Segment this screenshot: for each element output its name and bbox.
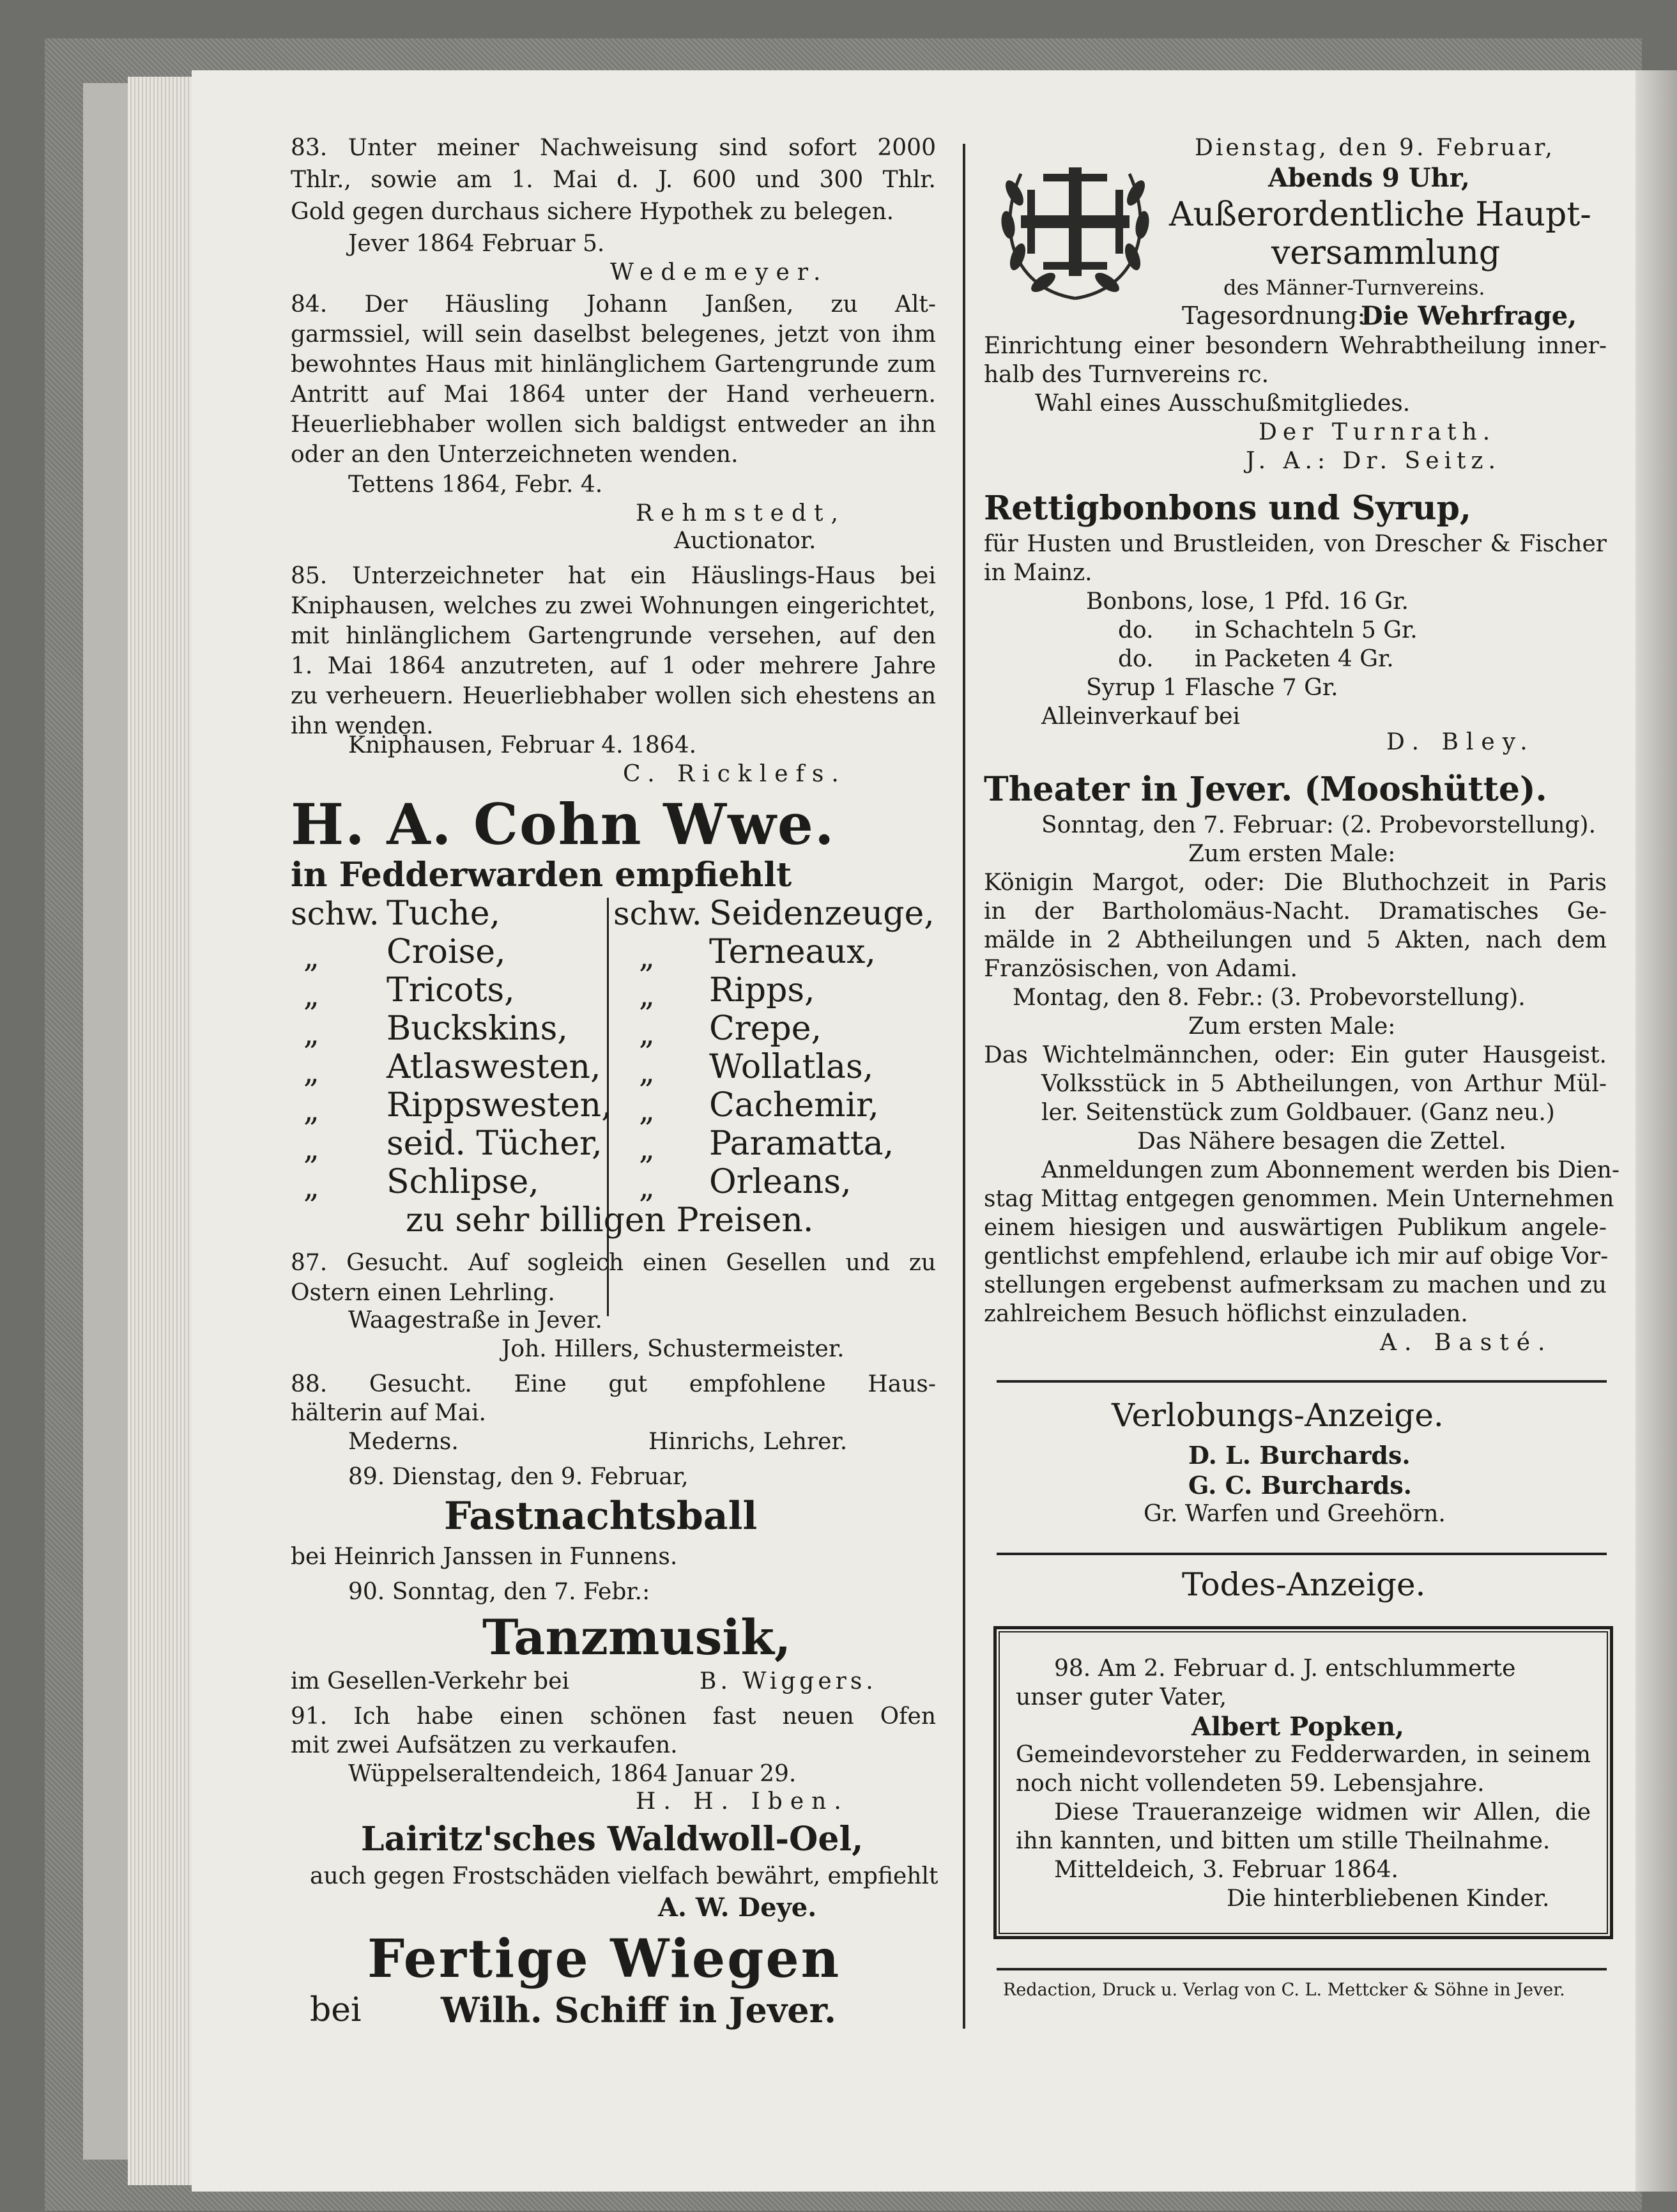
section-rule	[997, 1380, 1607, 1383]
theater-abo: zahlreichem Besuch höflichst einzuladen.	[984, 1301, 1468, 1327]
todes-place-date: Mitteldeich, 3. Februar 1864.	[1054, 1857, 1398, 1883]
ad84-line: Heuerliebhaber wollen sich baldigst entweder an ihn	[291, 411, 936, 438]
turnverein-title-2: versammlung	[1271, 234, 1501, 272]
ditto-mark: „	[639, 1169, 655, 1205]
ditto-mark: „	[639, 1093, 655, 1128]
turnverein-signature-2: J. A.: Dr. Seitz.	[1246, 448, 1501, 474]
cohn-right-item: Orleans,	[709, 1163, 852, 1201]
theater-play: Volksstück in 5 Abtheilungen, von Arthur Mül-	[1041, 1071, 1607, 1097]
ditto-mark: „	[303, 978, 319, 1013]
bonbons-price: Syrup 1 Flasche 7 Gr.	[1086, 675, 1338, 701]
cohn-footer: zu sehr billigen Preisen.	[406, 1201, 814, 1240]
ad84-signature-title: Auctionator.	[674, 528, 816, 554]
turnverein-line: Einrichtung einer besondern Wehrabtheilung inner-	[984, 333, 1607, 359]
cohn-left-item: Tuche,	[387, 895, 501, 933]
turnverein-org: des Männer-Turnvereins.	[1223, 275, 1485, 300]
theater-line: Montag, den 8. Febr.: (3. Probevorstellung).	[1013, 985, 1526, 1011]
cohn-left-item: Schlipse,	[387, 1163, 539, 1201]
ad88-place: Mederns.	[348, 1429, 459, 1455]
bonbons-price-ditto: do.	[1118, 617, 1154, 643]
ditto-mark: „	[639, 978, 655, 1013]
bonbons-price: in Packeten 4 Gr.	[1195, 646, 1394, 672]
wiegen-title: Fertige Wiegen	[367, 1928, 841, 1990]
theater-title: Theater in Jever. (Mooshütte).	[984, 770, 1547, 809]
ad83-line: Gold gegen durchaus sichere Hypothek zu belegen.	[291, 199, 894, 225]
theater-abo: stag Mittag entgegen genommen. Mein Unternehmen	[984, 1186, 1614, 1212]
ad85-line: ihn wenden.	[291, 713, 434, 739]
ad90-host: B. Wiggers.	[700, 1668, 877, 1694]
agenda-label: Tagesordnung:	[1182, 302, 1366, 330]
ditto-mark: „	[639, 1016, 655, 1052]
facing-page-edge	[1635, 70, 1677, 2192]
ad87-line: Ostern einen Lehrling.	[291, 1280, 555, 1306]
ad90-line: 90. Sonntag, den 7. Febr.:	[348, 1579, 650, 1605]
turner-cross-wreath-icon	[989, 135, 1161, 308]
ad88-line: hälterin auf Mai.	[291, 1400, 486, 1426]
todes-line: noch nicht vollendeten 59. Lebensjahre.	[1016, 1770, 1485, 1797]
ad91-line: 91. Ich habe einen schönen fast neuen Ofen	[291, 1703, 936, 1730]
ad88-line: 88. Gesucht. Eine gut empfohlene Haus-	[291, 1371, 936, 1397]
ad85-line: 1. Mai 1864 anzutreten, auf 1 oder mehrere Jahre	[291, 653, 936, 679]
theater-play: Das Wichtelmännchen, oder: Ein guter Hausgeist.	[984, 1042, 1607, 1068]
cohn-right-item: Ripps,	[709, 971, 815, 1010]
ad85-line: Kniphausen, welches zu zwei Wohnungen eingerichtet,	[291, 593, 936, 619]
todes-name: Albert Popken,	[1191, 1712, 1404, 1742]
ad90-title: Tanzmusik,	[482, 1609, 792, 1666]
turnverein-title: Außerordentliche Haupt-	[1169, 196, 1591, 234]
ad89-place: bei Heinrich Janssen in Funnens.	[291, 1544, 678, 1570]
ad87-line: 87. Gesucht. Auf sogleich einen Gesellen und zu	[291, 1250, 936, 1276]
verlobung-name: D. L. Burchards.	[1188, 1441, 1411, 1470]
theater-play: mälde in 2 Abtheilungen und 5 Akten, nach dem	[984, 927, 1607, 953]
theater-abo: gentlichst empfehlend, erlaube ich mir auf obige Vor-	[984, 1243, 1609, 1270]
theater-abo: einem hiesigen und auswärtigen Publikum angele-	[984, 1215, 1607, 1241]
column-divider	[963, 144, 965, 2029]
ditto-mark: „	[303, 939, 319, 975]
cohn-right-item: Paramatta,	[709, 1125, 894, 1163]
ditto-mark: „	[303, 1054, 319, 1090]
bonbons-price-ditto: do.	[1118, 646, 1154, 672]
cohn-left-item: Buckskins,	[387, 1010, 568, 1048]
ad84-line: Antritt auf Mai 1864 unter der Hand verheuern.	[291, 381, 936, 408]
lairitz-line: auch gegen Frostschäden vielfach bewährt, empfiehlt	[310, 1863, 938, 1889]
ad84-line: 84. Der Häusling Johann Janßen, zu Alt-	[291, 291, 936, 318]
ad91-line: mit zwei Aufsätzen zu verkaufen.	[291, 1732, 678, 1758]
verlobung-title: Verlobungs-Anzeige.	[1112, 1397, 1444, 1434]
ad84-signature: Rehmstedt,	[636, 500, 846, 526]
cohn-subtitle: in Fedderwarden empfiehlt	[291, 856, 792, 895]
wiegen-seller: Wilh. Schiff in Jever.	[441, 1990, 836, 2031]
ditto-mark: „	[639, 1131, 655, 1167]
theater-play: Königin Margot, oder: Die Bluthochzeit in Paris	[984, 870, 1607, 896]
bonbons-seller-name: D. Bley.	[1386, 729, 1535, 755]
verlobung-place: Gr. Warfen und Greehörn.	[1144, 1501, 1446, 1527]
cohn-right-item: Cachemir,	[709, 1086, 879, 1125]
bonbons-line: für Husten und Brustleiden, von Drescher & Fischer	[984, 531, 1607, 557]
theater-first: Zum ersten Male:	[1188, 1013, 1396, 1040]
cohn-left-item: Rippswesten,	[387, 1086, 612, 1125]
cohn-left-item: Croise,	[387, 933, 506, 971]
ad83-line: Thlr., sowie am 1. Mai d. J. 600 und 300 Thlr.	[291, 167, 936, 193]
todes-title: Todes-Anzeige.	[1182, 1566, 1426, 1603]
ditto-mark: „	[303, 1093, 319, 1128]
turnverein-line: halb des Turnvereins rc.	[984, 362, 1269, 388]
bonbons-line: in Mainz.	[984, 560, 1092, 586]
cohn-left-item: seid. Tücher,	[387, 1125, 602, 1163]
imprint: Redaction, Druck u. Verlag von C. L. Mettcker & Söhne in Jever.	[1003, 1980, 1565, 2000]
turnverein-time: Abends 9 Uhr,	[1268, 163, 1470, 193]
ad87-signature: Joh. Hillers, Schustermeister.	[502, 1336, 845, 1362]
ditto-mark: „	[303, 1169, 319, 1205]
theater-abo: stellungen ergebenst aufmerksam zu machen und zu	[984, 1272, 1607, 1298]
cohn-left-item: Atlaswesten,	[387, 1048, 601, 1086]
ad87-address: Waagestraße in Jever.	[348, 1307, 602, 1333]
theater-signature: A. Basté.	[1380, 1330, 1553, 1356]
ad83-signature: Wedemeyer.	[610, 259, 829, 286]
bonbons-price: in Schachteln 5 Gr.	[1195, 617, 1418, 643]
ad83-place-date: Jever 1864 Februar 5.	[348, 231, 605, 257]
theater-play: ler. Seitenstück zum Goldbauer. (Ganz neu.)	[1041, 1100, 1555, 1126]
cohn-right-item: Wollatlas,	[709, 1048, 874, 1086]
cohn-right-item: Seidenzeuge,	[709, 895, 935, 933]
turnverein-line: Wahl eines Ausschußmitgliedes.	[1035, 390, 1411, 417]
turnverein-date: Dienstag, den 9. Februar,	[1195, 135, 1555, 161]
cohn-right-prefix: schw.	[613, 895, 702, 932]
cohn-left-item: Tricots,	[387, 971, 515, 1010]
ad91-place-date: Wüppelseraltendeich, 1864 Januar 29.	[348, 1761, 797, 1787]
ad88-signature: Hinrichs, Lehrer.	[648, 1429, 848, 1455]
ad85-signature: C. Ricklefs.	[623, 761, 846, 787]
theater-first: Zum ersten Male:	[1188, 841, 1396, 867]
todes-line: Gemeindevorsteher zu Fedderwarden, in seinem	[1016, 1742, 1591, 1768]
ad85-line: mit hinlänglichem Gartengrunde versehen, auf den	[291, 623, 936, 649]
wiegen-bei: bei	[310, 1991, 362, 2029]
ad89-title: Fastnachtsball	[444, 1494, 758, 1539]
todes-line: Diese Traueranzeige widmen wir Allen, die	[1054, 1799, 1591, 1825]
cohn-title: H. A. Cohn Wwe.	[291, 791, 836, 857]
cohn-left-prefix: schw.	[291, 895, 379, 932]
ad90-place: im Gesellen-Verkehr bei	[291, 1668, 570, 1694]
section-rule	[997, 1553, 1607, 1555]
ad85-place-date: Kniphausen, Februar 4. 1864.	[348, 732, 697, 758]
ad84-line: garmssiel, will sein daselbst belegenes, jetzt von ihm	[291, 321, 936, 348]
ad84-place-date: Tettens 1864, Febr. 4.	[348, 472, 603, 498]
ad91-signature: H. H. Iben.	[636, 1788, 849, 1815]
lairitz-title: Lairitz'sches Waldwoll-Oel,	[361, 1820, 864, 1859]
ad84-line: bewohntes Haus mit hinlänglichem Gartengrunde zum	[291, 351, 936, 378]
theater-play: Französischen, von Adami.	[984, 956, 1298, 982]
todes-line: unser guter Vater,	[1016, 1684, 1227, 1710]
theater-play: in der Bartholomäus-Nacht. Dramatisches Ge-	[984, 898, 1607, 925]
theater-line: Sonntag, den 7. Februar: (2. Probevorstellung).	[1041, 812, 1597, 838]
ditto-mark: „	[639, 1054, 655, 1090]
ad85-line: 85. Unterzeichneter hat ein Häuslings-Haus bei	[291, 563, 936, 589]
cohn-right-item: Terneaux,	[709, 933, 876, 971]
bonbons-title: Rettigbonbons und Syrup,	[984, 489, 1472, 528]
ad85-line: zu verheuern. Heuerliebhaber wollen sich ehestens an	[291, 683, 936, 709]
ditto-mark: „	[303, 1016, 319, 1052]
todes-line: 98. Am 2. Februar d. J. entschlummerte	[1054, 1655, 1516, 1682]
todes-signature: Die hinterbliebenen Kinder.	[1227, 1886, 1550, 1912]
ditto-mark: „	[639, 939, 655, 975]
ditto-mark: „	[303, 1131, 319, 1167]
todes-line: ihn kannten, und bitten um stille Theilnahme.	[1016, 1828, 1551, 1854]
theater-note: Das Nähere besagen die Zettel.	[1137, 1128, 1506, 1155]
bonbons-price: Bonbons, lose, 1 Pfd. 16 Gr.	[1086, 588, 1409, 615]
verlobung-name: G. C. Burchards.	[1188, 1471, 1412, 1500]
bonbons-seller: Alleinverkauf bei	[1041, 703, 1240, 730]
ad84-line: oder an den Unterzeichneten wenden.	[291, 442, 739, 468]
turnverein-signature: Der Turnrath.	[1259, 419, 1496, 445]
lairitz-signature: A. W. Deye.	[658, 1893, 817, 1923]
agenda-topic: Die Wehrfrage,	[1361, 301, 1577, 331]
ad83-line: 83. Unter meiner Nachweisung sind sofort 2000	[291, 135, 936, 161]
cohn-right-item: Crepe,	[709, 1010, 822, 1048]
imprint-rule	[997, 1968, 1607, 1970]
ad89-line: 89. Dienstag, den 9. Februar,	[348, 1464, 689, 1490]
theater-abo: Anmeldungen zum Abonnement werden bis Dien-	[1041, 1157, 1620, 1183]
